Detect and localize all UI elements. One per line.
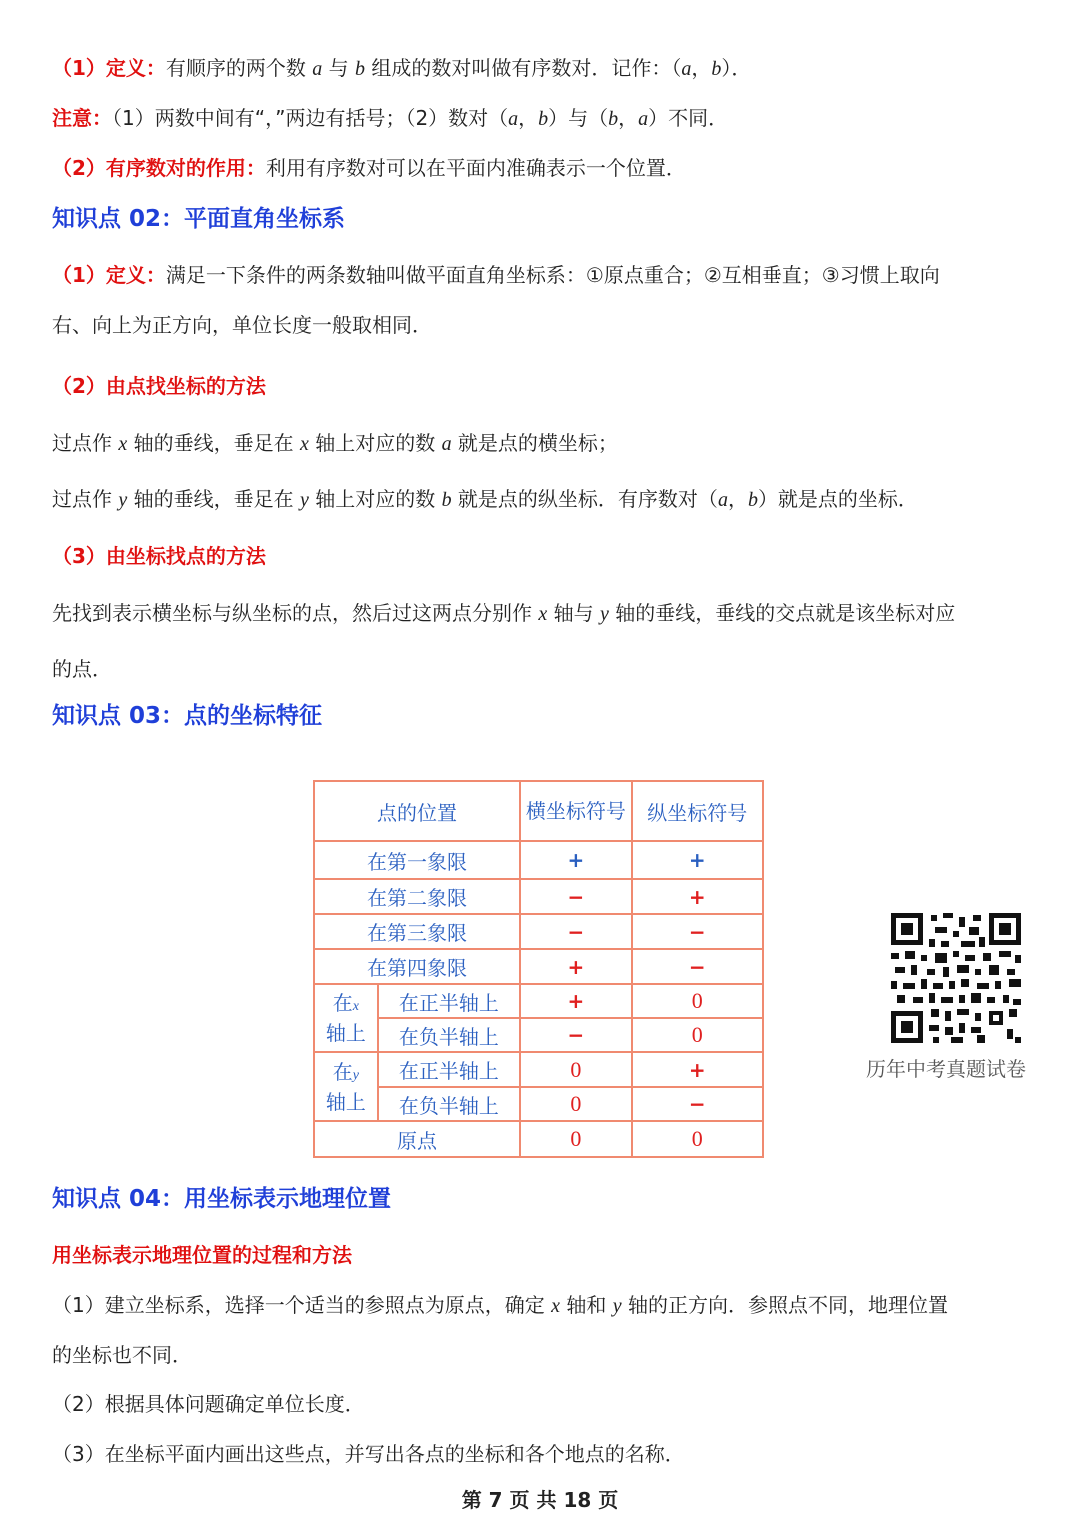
table-row (314, 879, 763, 914)
header-position: 点的位置 (314, 781, 520, 841)
y-sign-cell: 0 (632, 1121, 763, 1157)
table-row (314, 1052, 763, 1087)
heading-03: 知识点 03：点的坐标特征 (52, 703, 323, 729)
table-header-row (314, 781, 763, 841)
x-sign-cell: − (520, 1018, 632, 1052)
note-line: 注意：（1）两数中间有“，”两边有括号；（2）数对（a，b）与（b，a）不同． (52, 106, 729, 130)
header-y-sign: 纵坐标符号 (632, 781, 763, 841)
role-label: （2）有序数对的作用： (52, 156, 266, 180)
x-coord-paragraph: 过点作 x 轴的垂线，垂足在 x 轴上对应的数 a 就是点的横坐标； (52, 431, 618, 455)
y-sign-cell: + (632, 879, 763, 914)
coordinate-sign-table (313, 780, 764, 1158)
x-sign-cell: 0 (520, 1052, 632, 1087)
coord-definition-line-2: 右、向上为正方向，单位长度一般取相同． (52, 313, 432, 337)
y-coord-paragraph: 过点作 y 轴的垂线，垂足在 y 轴上对应的数 b 就是点的纵坐标．有序数对（a，b）就是点的坐标． (52, 487, 918, 511)
qr-caption: 历年中考真题试卷 (866, 1057, 1026, 1081)
row-label: 在正半轴上 (378, 984, 520, 1018)
table-row (314, 841, 763, 879)
x-sign-cell: + (520, 949, 632, 984)
coord-to-point-paragraph: 先找到表示横坐标与纵坐标的点，然后过这两点分别作 x 轴与 y 轴的垂线，垂线的交点就是该坐标对应 (52, 601, 956, 625)
header-x-sign: 横坐标符号 (520, 781, 632, 841)
geo-step-3: （3）在坐标平面内画出这些点，并写出各点的坐标和各个地点的名称． (52, 1442, 685, 1466)
row-label: 在负半轴上 (378, 1087, 520, 1121)
definition-line: （1）定义：有顺序的两个数 a 与 b 组成的数对叫做有序数对．记作：（a，b）． (52, 56, 752, 80)
coord-to-point-paragraph-end: 的点． (52, 657, 112, 681)
coord-definition-label: （1）定义： (52, 263, 166, 287)
y-sign-cell: + (632, 841, 763, 879)
table-row (314, 984, 763, 1018)
x-sign-cell: 0 (520, 1121, 632, 1157)
row-label: 在第二象限 (314, 879, 520, 914)
x-sign-cell: − (520, 879, 632, 914)
x-sign-cell: + (520, 841, 632, 879)
y-sign-cell: − (632, 1087, 763, 1121)
y-axis-group-label: 在y 轴上 (314, 1052, 378, 1121)
row-label: 在负半轴上 (378, 1018, 520, 1052)
x-sign-cell: 0 (520, 1087, 632, 1121)
x-sign-cell: − (520, 914, 632, 949)
subhead-geo-method: 用坐标表示地理位置的过程和方法 (52, 1243, 352, 1267)
table-row (314, 914, 763, 949)
note-label: 注意： (52, 106, 112, 130)
page-footer: 第 7 页 共 18 页 (461, 1488, 619, 1512)
subhead-coord-to-point: （3）由坐标找点的方法 (52, 544, 266, 568)
row-label: 在第四象限 (314, 949, 520, 984)
y-sign-cell: + (632, 1052, 763, 1087)
qr-code-image[interactable] (891, 913, 1021, 1043)
definition-label: （1）定义： (52, 56, 166, 80)
geo-step-2: （2）根据具体问题确定单位长度． (52, 1392, 365, 1416)
coord-definition-line: （1）定义：满足一下条件的两条数轴叫做平面直角坐标系：①原点重合；②互相垂直；③习惯上取向 (52, 263, 940, 287)
subhead-point-to-coord: （2）由点找坐标的方法 (52, 374, 266, 398)
row-label: 在正半轴上 (378, 1052, 520, 1087)
y-sign-cell: − (632, 949, 763, 984)
heading-02: 知识点 02：平面直角坐标系 (52, 206, 346, 232)
y-sign-cell: 0 (632, 1018, 763, 1052)
role-line: （2）有序数对的作用：利用有序数对可以在平面内准确表示一个位置． (52, 156, 686, 180)
table-row (314, 1087, 763, 1121)
row-label: 在第三象限 (314, 914, 520, 949)
x-sign-cell: + (520, 984, 632, 1018)
table-row (314, 1121, 763, 1157)
table-row (314, 1018, 763, 1052)
y-sign-cell: − (632, 914, 763, 949)
x-axis-group-label: 在x 轴上 (314, 984, 378, 1052)
row-label: 在第一象限 (314, 841, 520, 879)
y-sign-cell: 0 (632, 984, 763, 1018)
geo-step-1: （1）建立坐标系，选择一个适当的参照点为原点，确定 x 轴和 y 轴的正方向．参照点不同，地理位置 (52, 1293, 948, 1317)
row-label: 原点 (314, 1121, 520, 1157)
table-row (314, 949, 763, 984)
heading-04: 知识点 04：用坐标表示地理位置 (52, 1186, 392, 1212)
geo-step-1-end: 的坐标也不同． (52, 1343, 192, 1367)
